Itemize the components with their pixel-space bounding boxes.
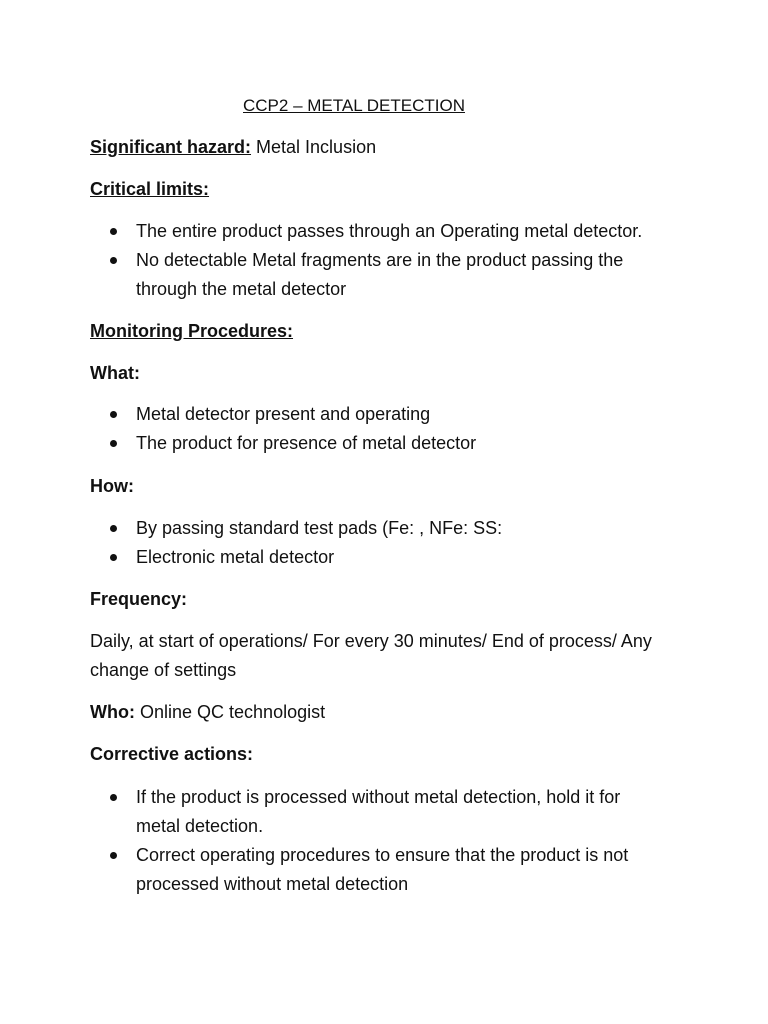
list-item-text: Correct operating procedures to ensure that the product is not processed without metal detection xyxy=(136,845,629,894)
critical-limits-label: Critical limits: xyxy=(90,179,210,199)
list-item-text: No detectable Metal fragments are in the product passing the through the metal detector xyxy=(136,250,624,299)
who-value: Online QC technologist xyxy=(140,702,326,722)
list-item-text: Metal detector present and operating xyxy=(136,404,431,424)
what-heading xyxy=(90,359,690,388)
who-label: Who: xyxy=(90,702,135,722)
list-item xyxy=(90,841,665,899)
frequency-heading xyxy=(90,585,690,614)
list-item xyxy=(90,514,680,543)
bullet-icon xyxy=(110,440,117,447)
bullet-icon xyxy=(110,525,117,532)
bullet-icon xyxy=(110,411,117,418)
corrective-label: Corrective actions: xyxy=(90,744,254,764)
bullet-icon xyxy=(110,257,117,264)
list-item xyxy=(90,543,680,572)
monitoring-label: Monitoring Procedures: xyxy=(90,321,294,341)
bullet-icon xyxy=(110,228,117,235)
how-heading xyxy=(90,472,690,501)
critical-limits-heading xyxy=(90,175,690,204)
list-item xyxy=(90,246,680,304)
corrective-list xyxy=(90,783,665,899)
what-list xyxy=(90,400,680,458)
list-item-text: Electronic metal detector xyxy=(136,547,335,567)
title-text: CCP2 – METAL DETECTION xyxy=(243,96,465,115)
corrective-heading xyxy=(90,740,690,769)
list-item xyxy=(90,783,665,841)
how-list xyxy=(90,514,680,572)
how-label: How: xyxy=(90,476,134,496)
bullet-icon xyxy=(110,852,117,859)
what-label: What: xyxy=(90,363,140,383)
list-item-text: The product for presence of metal detector xyxy=(136,433,477,453)
frequency-text: Daily, at start of operations/ For every 30 minutes/ End of process/ Any change of settings xyxy=(90,631,652,680)
critical-limits-list xyxy=(90,217,680,304)
list-item xyxy=(90,400,680,429)
hazard-value: Metal Inclusion xyxy=(256,137,377,157)
who-line xyxy=(90,698,690,727)
list-item-text: By passing standard test pads (Fe: , NFe: SS: xyxy=(136,518,503,538)
bullet-icon xyxy=(110,794,117,801)
list-item xyxy=(90,429,680,458)
monitoring-heading xyxy=(90,317,690,346)
frequency-label: Frequency: xyxy=(90,589,188,609)
hazard-label: Significant hazard: xyxy=(90,137,252,157)
list-item xyxy=(90,217,680,246)
document-title xyxy=(0,95,708,117)
list-item-text: If the product is processed without metal detection, hold it for metal detection. xyxy=(136,787,621,836)
bullet-icon xyxy=(110,554,117,561)
list-item-text: The entire product passes through an Operating metal detector. xyxy=(136,221,643,241)
hazard-line xyxy=(90,133,690,162)
